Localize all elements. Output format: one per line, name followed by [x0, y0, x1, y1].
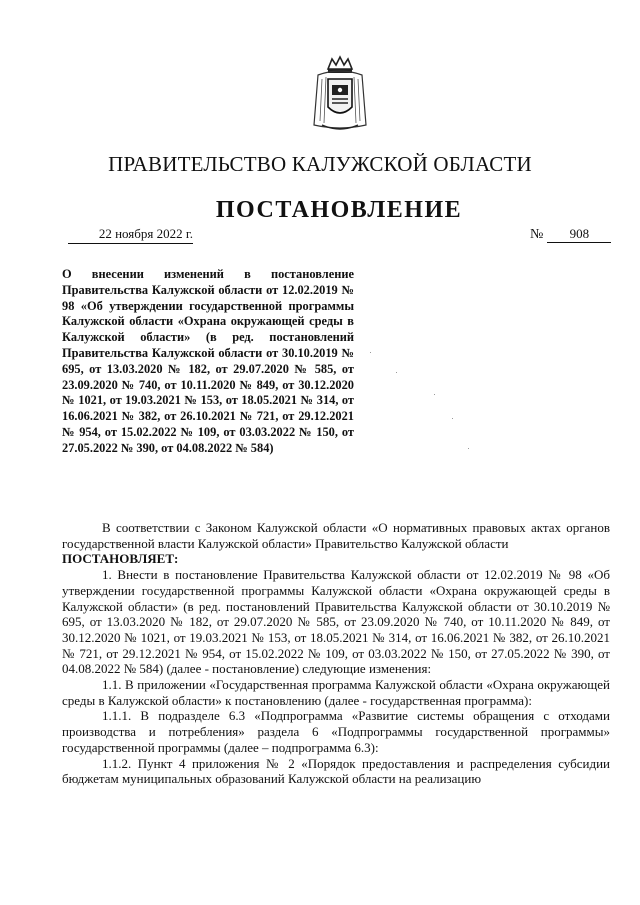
paragraph-1-1-1: 1.1.1. В подразделе 6.3 «Подпрограмма «Развитие системы обращения с отходами производства и потребления» раздела 6 «Подпрограммы государственной программы» государственной программы (далее – подпрограмма 6.3): [62, 708, 610, 755]
document-type-heading: ПОСТАНОВЛЕНИЕ [215, 197, 463, 223]
document-body [62, 520, 610, 787]
document-subject: О внесении изменений в постановление Правительства Калужской области от 12.02.2019 № 98 «Об утверждении государственной программы Калужской области «Охрана окружающей среды в Калужской области» (в ред. постановлений Правительства Калужской области от 30.10.2019 № 695, от 13.03.2020 № 182, от 29.07.2020 № 585, от 23.09.2020 № 740, от 10.11.2020 № 849, от 30.12.2020 № 1021, от 19.03.2021 № 153, от 18.05.2021 № 314, от 16.06.2021 № 382, от 26.10.2021 № 721, от 29.12.2021 № 954, от 15.02.2022 № 109, от 03.03.2022 № 150, от 27.05.2022 № 390, от 04.08.2022 № 584) [62, 267, 354, 455]
document-date: 22 ноября 2022 г. [68, 226, 193, 244]
government-title: ПРАВИТЕЛЬСТВО КАЛУЖСКОЙ ОБЛАСТИ [108, 152, 532, 176]
document-number [530, 226, 611, 243]
scan-speck [396, 372, 397, 373]
scan-speck [434, 394, 435, 395]
decree-word: ПОСТАНОВЛЯЕТ: [62, 551, 179, 567]
number-label: № [530, 227, 544, 242]
scan-speck [452, 418, 453, 419]
paragraph-1: 1. Внести в постановление Правительства Калужской области от 12.02.2019 № 98 «Об утверждении государственной программы Калужской области «Охрана окружающей среды в Калужской области» (в ред. постановлений Правительства Калужской области от 30.10.2019 № 695, от 13.03.2020 № 182, от 29.07.2020 № 585, от 23.09.2020 № 740, от 10.11.2020 № 849, от 30.12.2020 № 1021, от 19.03.2021 № 153, от 18.05.2021 № 314, от 16.06.2021 № 382, от 26.10.2021 № 721, от 29.12.2021 № 954, от 15.02.2022 № 109, от 03.03.2022 № 150, от 27.05.2022 № 390, от 04.08.2022 № 584) (далее - постановление) следующие изменения: [62, 567, 610, 677]
preamble-paragraph: В соответствии с Законом Калужской области «О нормативных правовых актах органов государственной власти Калужской области» Правительство Калужской области [62, 520, 610, 551]
scan-speck [370, 352, 371, 353]
paragraph-1-1-2: 1.1.2. Пункт 4 приложения № 2 «Порядок предоставления и распределения субсидии бюджетам муниципальных образований Калужской области на реализацию [62, 755, 610, 787]
scan-speck [468, 448, 469, 449]
coat-of-arms-icon [310, 55, 370, 133]
number-value: 908 [547, 226, 611, 243]
paragraph-1-1: 1.1. В приложении «Государственная программа Калужской области «Охрана окружающей среды в Калужской области» к постановлению (далее - государственная программа): [62, 677, 610, 708]
